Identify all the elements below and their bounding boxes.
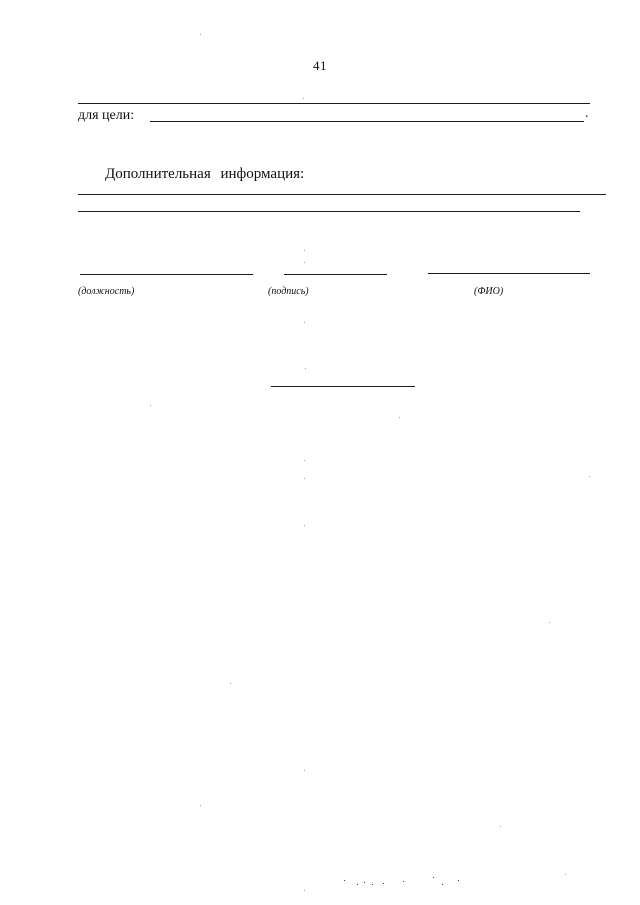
additional-info-line-1 [78,194,606,195]
purpose-blank-line [150,121,584,122]
position-blank-line [80,274,253,275]
page-number: 41 [313,58,327,73]
signature-caption: (подпись) [268,286,309,297]
additional-info-label: Дополнительная информация: [105,166,305,182]
name-caption: (ФИО) [474,286,504,297]
name-blank-line [428,273,590,274]
purpose-trailing-mark: . [585,106,589,121]
position-caption: (должность) [78,286,135,297]
purpose-label: для цели: [78,108,135,123]
closing-divider [271,386,415,387]
additional-info-line-2 [78,211,580,212]
signature-blank-line [284,274,387,275]
top-blank-line [78,103,590,104]
